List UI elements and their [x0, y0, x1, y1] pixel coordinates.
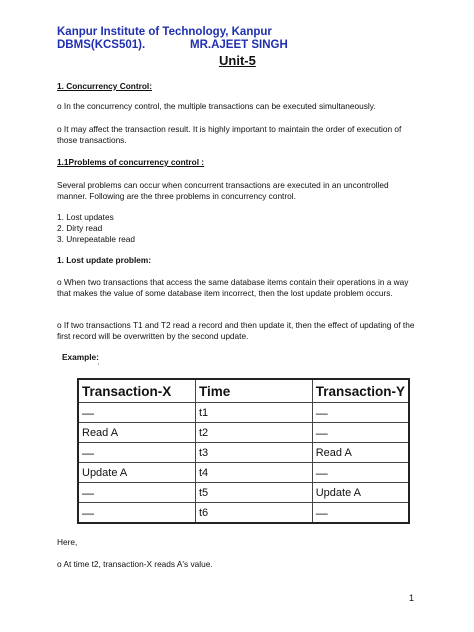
table-row	[78, 443, 409, 463]
paragraph: o In the concurrency control, the multiple transactions can be executed simultaneously.	[57, 101, 376, 111]
table-cell: —	[78, 403, 195, 423]
table-cell: t1	[195, 403, 312, 423]
table-row	[78, 483, 409, 503]
course-code: DBMS(KCS501).	[57, 39, 146, 51]
page-number: 1	[409, 593, 415, 603]
table-cell: Update A	[78, 463, 195, 483]
list-item: 1. Lost updates	[57, 212, 114, 222]
list-item: 2. Dirty read	[57, 223, 103, 233]
paragraph: Here,	[57, 537, 78, 547]
table-header-row	[78, 379, 409, 403]
table-cell: —	[78, 443, 195, 463]
paragraph: o At time t2, transaction-X reads A's value.	[57, 559, 213, 569]
table-cell: Read A	[312, 443, 409, 463]
example-label: Example:	[62, 352, 99, 362]
table-cell: —	[78, 483, 195, 503]
table-cell: t3	[195, 443, 312, 463]
table-cell: Read A	[78, 423, 195, 443]
institute-name: Kanpur Institute of Technology, Kanpur	[57, 26, 272, 38]
table-row	[78, 463, 409, 483]
paragraph: o When two transactions that access the same database items contain their operations in a way that makes the value of some database item incorrect, then the lost update problem occurs.	[57, 277, 409, 298]
teacher-name: MR.AJEET SINGH	[190, 39, 288, 51]
table-cell: —	[312, 463, 409, 483]
table-cell: —	[312, 503, 409, 524]
table-row	[78, 423, 409, 443]
paragraph: Several problems can occur when concurrent transactions are executed in an uncontrolled manner. Following are the three problems in concurrency control.	[57, 180, 389, 201]
section-heading-lost-update: 1. Lost update problem:	[57, 255, 152, 265]
section-heading-problems: 1.1Problems of concurrency control :	[57, 157, 205, 167]
stray-mark: '	[98, 364, 100, 370]
table-cell: —	[312, 403, 409, 423]
column-header: Time	[195, 379, 312, 403]
column-header: Transaction-X	[78, 379, 195, 403]
table-cell: t4	[195, 463, 312, 483]
table-cell: t2	[195, 423, 312, 443]
problem-list	[57, 212, 417, 245]
table-cell: —	[78, 503, 195, 524]
paragraph: o If two transactions T1 and T2 read a record and then update it, then the effect of updating of the first record will be overwritten by the second update.	[57, 320, 415, 341]
table-row	[78, 403, 409, 423]
table-cell: Update A	[312, 483, 409, 503]
list-item: 3. Unrepeatable read	[57, 234, 135, 244]
transaction-table	[77, 378, 410, 524]
section-heading-concurrency-control: 1. Concurrency Control:	[57, 81, 152, 91]
table-row	[78, 503, 409, 524]
column-header: Transaction-Y	[312, 379, 409, 403]
paragraph: o It may affect the transaction result. It is highly important to maintain the order of execution of those transactions.	[57, 124, 402, 145]
unit-title: Unit-5	[219, 53, 256, 68]
table-cell: t6	[195, 503, 312, 524]
table-cell: —	[312, 423, 409, 443]
table-cell: t5	[195, 483, 312, 503]
